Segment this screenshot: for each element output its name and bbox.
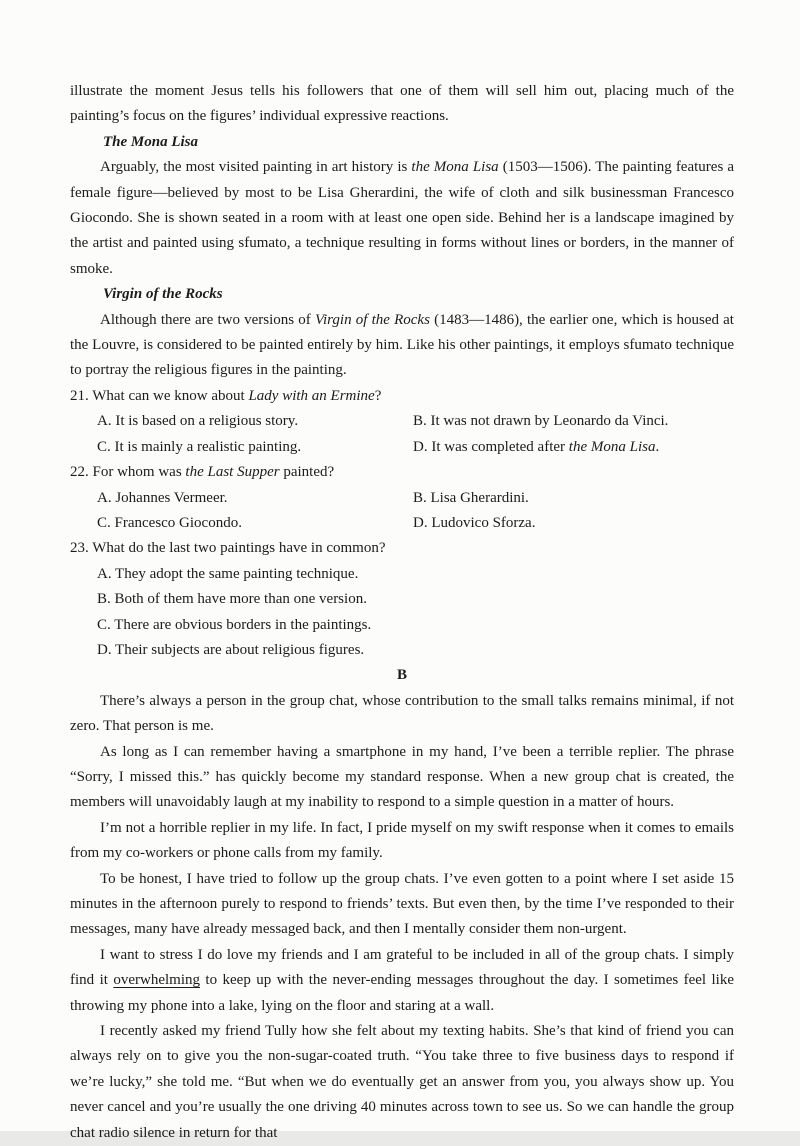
passage-b-paragraph-5 xyxy=(70,943,734,1019)
text-segment: D. Ludovico Sforza. xyxy=(413,514,536,531)
passage-b-paragraph-6 xyxy=(70,1019,734,1146)
option-right xyxy=(413,511,734,536)
passage-b-paragraph-1 xyxy=(70,689,734,740)
text-segment: I’m not a horrible replier in my life. In fact, I pride myself on my swift response when it comes to emails from my co-workers or phone calls from my family. xyxy=(70,819,734,862)
question-23-option-d xyxy=(70,638,734,663)
option-left xyxy=(97,511,413,536)
option-right xyxy=(413,435,734,460)
option-right xyxy=(413,409,734,434)
text-segment: C. It is mainly a realistic painting. xyxy=(97,438,302,455)
question-22-options-ab xyxy=(70,486,734,511)
section-heading-mona-lisa xyxy=(70,130,734,155)
paragraph-continuation xyxy=(70,79,734,130)
text-segment: To be honest, I have tried to follow up the group chats. I’ve even gotten to a point where I set aside 15 minutes in the afternoon purely to respond to friends’ texts. But even then, by the time I’ve responded to their messages, many have already messaged back, and then I mentally consider them non-urgent. xyxy=(70,870,734,938)
section-heading-virgin-of-the-rocks xyxy=(70,282,734,307)
text-segment: As long as I can remember having a smartphone in my hand, I’ve been a terrible replier. The phrase “Sorry, I missed this.” has quickly become my standard response. When a new group chat is created, the members will unavoidably laugh at my inability to respond to a simple question in a matter of hours. xyxy=(70,743,734,811)
text-segment: ? xyxy=(374,387,382,404)
text-segment: There’s always a person in the group chat, whose contribution to the small talks remains minimal, if not zero. That person is me. xyxy=(70,692,734,735)
text-segment: the Last Supper xyxy=(185,464,280,481)
text-segment: C. There are obvious borders in the paintings. xyxy=(97,616,372,633)
question-22-options-cd xyxy=(70,511,734,536)
text-segment: D. It was completed after xyxy=(413,438,569,455)
document-body xyxy=(70,79,734,1146)
text-segment: painted? xyxy=(279,464,335,481)
text-segment: illustrate the moment Jesus tells his followers that one of them will sell him out, placing much of the painting’s focus on the figures’ individual expressive reactions. xyxy=(70,83,734,125)
text-segment: D. Their subjects are about religious figures. xyxy=(97,641,365,658)
passage-b-paragraph-3 xyxy=(70,816,734,867)
option-right xyxy=(413,486,734,511)
question-23-stem xyxy=(70,536,734,561)
text-segment: Lady with an Ermine xyxy=(248,387,375,404)
text-segment: I recently asked my friend Tully how she felt about my texting habits. She’s that kind of friend you can always rely on to give you the non-sugar-coated truth. “You take three to five business days to respond if we’re lucky,” she told me. “But when we do eventually get an answer from you, you always show up. You never cancel and you’re usually the one driving 40 minutes across town to see us. So we can handle the group chat radio silence in return for that xyxy=(70,1023,734,1141)
passage-b-label xyxy=(70,663,734,688)
passage-b-paragraph-2 xyxy=(70,740,734,816)
question-23-option-b xyxy=(70,587,734,612)
text-segment: C. Francesco Giocondo. xyxy=(97,514,242,531)
question-21-options-cd xyxy=(70,435,734,460)
text-segment: . xyxy=(655,438,660,455)
text-segment: I want to stress I do love my friends and I am grateful to be included in all of the group chats. I simply find it xyxy=(70,946,734,989)
text-segment: Virgin of the Rocks xyxy=(314,311,430,328)
text-segment: (1503—1506). The painting features a female figure—believed by most to be Lisa Gherardini, the wife of cloth and silk businessman Francesco Giocondo. She is shown seated in a room with at least one open side. Behind her is a landscape imagined by the artist and painted using sfumato, a technique resulting in forms without lines or borders, in the manner of smoke. xyxy=(70,159,734,277)
question-23-option-a xyxy=(70,562,734,587)
option-left xyxy=(97,486,413,511)
text-segment: 22. For whom was xyxy=(70,464,186,481)
text-segment: B. Lisa Gherardini. xyxy=(413,489,529,506)
paragraph-mona-lisa xyxy=(70,155,734,282)
option-left xyxy=(97,409,413,434)
text-segment: Although there are two versions of xyxy=(100,311,315,328)
text-segment: (1483—1486), the earlier one, which is housed at the Louvre, is considered to be painted entirely by him. Like his other paintings, it employs sfumato technique to portray the religious figures in the painting. xyxy=(70,311,734,379)
passage-b-paragraph-4 xyxy=(70,867,734,943)
text-segment: A. It is based on a religious story. xyxy=(97,413,299,430)
text-segment: B. It was not drawn by Leonardo da Vinci. xyxy=(413,413,669,430)
text-segment: A. Johannes Vermeer. xyxy=(97,489,228,506)
paragraph-virgin-of-the-rocks xyxy=(70,308,734,384)
text-segment: overwhelming xyxy=(113,972,200,989)
text-segment: to keep up with the never-ending messages throughout the day. I sometimes feel like throwing my phone into a lake, lying on the floor and staring at a wall. xyxy=(70,972,734,1014)
question-23-option-c xyxy=(70,613,734,638)
text-segment: A. They adopt the same painting technique. xyxy=(97,565,359,582)
text-segment: the Mona Lisa xyxy=(411,159,499,176)
text-segment: B xyxy=(396,667,407,684)
text-segment: Arguably, the most visited painting in art history is xyxy=(100,159,412,176)
text-segment: The Mona Lisa xyxy=(103,133,199,150)
option-left xyxy=(97,435,413,460)
text-segment: Virgin of the Rocks xyxy=(103,286,223,303)
question-21-stem xyxy=(70,384,734,409)
text-segment: B. Both of them have more than one version. xyxy=(97,591,367,608)
question-21-options-ab xyxy=(70,409,734,434)
text-segment: the Mona Lisa xyxy=(568,438,656,455)
text-segment: 21. What can we know about xyxy=(70,387,249,404)
text-segment: 23. What do the last two paintings have in common? xyxy=(70,540,386,557)
question-22-stem xyxy=(70,460,734,485)
